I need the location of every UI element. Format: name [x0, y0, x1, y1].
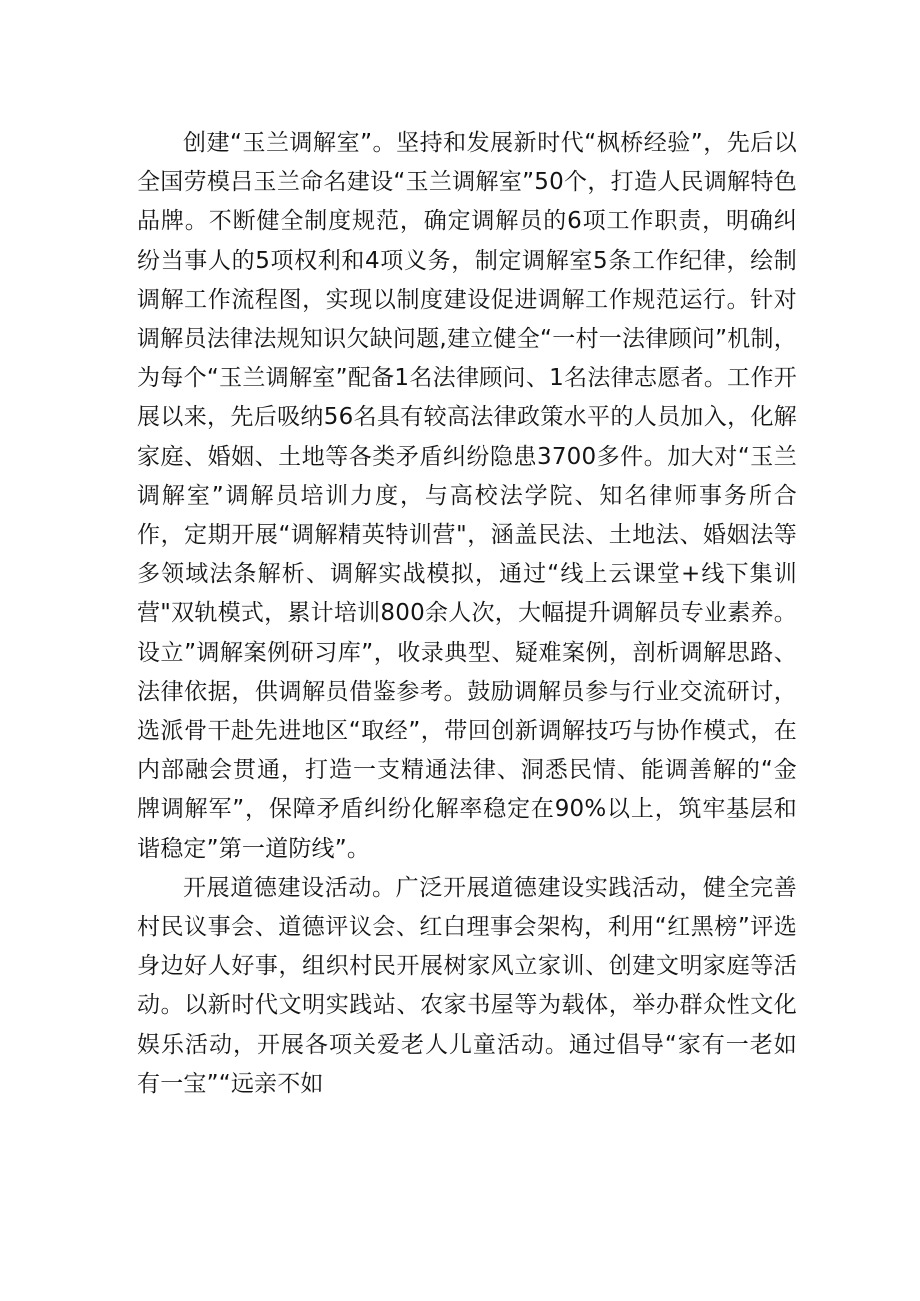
- document-body: [137, 124, 797, 1104]
- text-line: 创建“玉兰调解室”。坚持和发展新时代“枫桥经验”，先后以: [183, 130, 797, 156]
- text-line: 议事会、道德评议会、红白理事会架构，利用“红黑榜”评选身边好: [137, 914, 797, 980]
- text-line: 代文明实践站、农家书屋等为载体，举办群众性文化娱乐活动，开展: [137, 992, 798, 1058]
- text-line: 法、土地法、婚姻法等多领域法条解析、调解实战模拟，通过“线上: [137, 522, 798, 588]
- paragraph-mediation-room: [137, 124, 797, 869]
- text-line: 法学院、知名律师事务所合作，定期开展“调解精英特训营"，涵盖民: [137, 482, 798, 549]
- text-line: 云课堂+线下集训营"双轨模式，累计培训800余人次，大幅提升调解: [137, 561, 797, 627]
- text-line: 的5项权利和4项义务，制定调解室5条工作纪律，绘制调解工作流程: [137, 247, 797, 313]
- text-line: 纠纷隐患3700多件。加大对“玉兰调解室”调解员培训力度，与高校: [137, 443, 797, 509]
- paragraph-moral-construction: [137, 869, 797, 1104]
- text-line: 有较高法律政策水平的人员加入，化解家庭、婚姻、土地等各类矛盾: [137, 404, 797, 470]
- text-line: 开展道德建设活动。广泛开展道德建设实践活动，健全完善村民: [137, 874, 797, 941]
- text-line: 配备1名法律顾问、1名法律志愿者。工作开展以来，先后吸纳56名具: [137, 365, 797, 431]
- text-line: 在内部融会贯通，打造一支精通法律、洞悉民情、能调善解的“金牌: [137, 718, 797, 823]
- text-line: 识欠缺问题,建立健全“一村一法律顾问”机制，为每个“玉兰调解室”: [137, 326, 797, 392]
- text-line: 研讨，选派骨干赴先进地区“取经”，带回创新调解技巧与协作模式，: [137, 678, 797, 745]
- text-line: 图，实现以制度建设促进调解工作规范运行。针对调解员法律法规知: [137, 286, 797, 353]
- text-line: 第一道防线”。: [218, 835, 371, 862]
- text-line: 调解军”，保障矛盾纠纷化解率稳定在90%以上，筑牢基层和谐稳定”: [137, 796, 797, 862]
- text-line: 调解思路、法律依据，供调解员借鉴参考。鼓励调解员参与行业交流: [137, 639, 797, 705]
- text-line: 各项关爱老人儿童活动。通过倡导“家有一老如有一宝”“远亲不如: [137, 1031, 797, 1097]
- text-line: 全国劳模吕玉兰命名建设“玉兰调解室”50个，打造人民调解特色品: [137, 169, 797, 235]
- text-line: 人好事，组织村民开展树家风立家训、创建文明家庭等活动。以新时: [137, 953, 798, 1019]
- text-line: 牌。不断健全制度规范，确定调解员的6项工作职责，明确纠纷当事人: [137, 208, 797, 274]
- text-line: 员专业素养。设立”调解案例研习库”，收录典型、疑难案例，剖析: [137, 600, 797, 666]
